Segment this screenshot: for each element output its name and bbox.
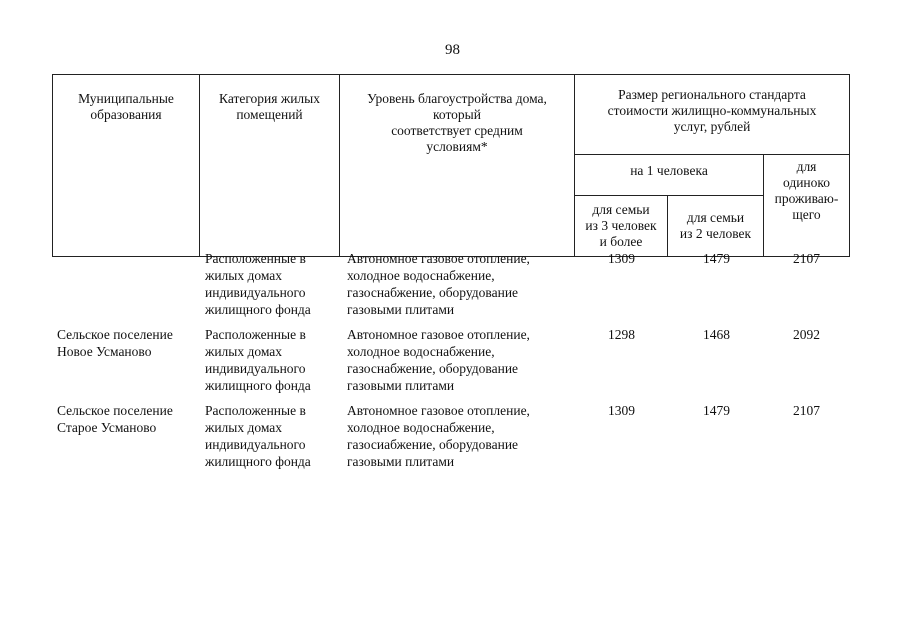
municipality-cell: Сельское поселение Старое Усманово xyxy=(57,403,173,435)
page-number: 98 xyxy=(445,42,460,58)
value-single: 2107 xyxy=(793,251,820,266)
header-family3: для семьи из 3 человек и более xyxy=(575,196,668,257)
category-cell: Расположенные в жилых домах индивидуального жилищного фонда xyxy=(205,251,311,317)
municipality-cell: Сельское поселение Новое Усманово xyxy=(57,327,173,359)
value-family3: 1298 xyxy=(608,327,635,342)
level-cell: Автономное газовое отопление, холодное водоснабжение, газоснабжение, оборудование газовыми плитами xyxy=(347,251,530,317)
header-per-person: на 1 человека xyxy=(575,155,764,196)
header-standard: Размер регионального стандарта стоимости жилищно-коммунальных услуг, рублей xyxy=(575,75,850,155)
header-category: Категория жилых помещений xyxy=(200,75,340,257)
value-family3: 1309 xyxy=(608,403,635,418)
level-cell: Автономное газовое отопление, холодное водоснабжение, газосиабжение, оборудование газовыми плитами xyxy=(347,403,530,469)
value-family2: 1468 xyxy=(703,327,730,342)
header-family2: для семьи из 2 человек xyxy=(668,196,764,257)
value-single: 2107 xyxy=(793,403,820,418)
header-level: Уровень благоустройства дома, который соответствует средним условиям* xyxy=(340,75,575,257)
value-single: 2092 xyxy=(793,327,820,342)
value-family2: 1479 xyxy=(703,251,730,266)
category-cell: Расположенные в жилых домах индивидуального жилищного фонда xyxy=(205,327,311,393)
table-header xyxy=(52,74,850,257)
header-municipality: Муниципальные образования xyxy=(53,75,200,257)
level-cell: Автономное газовое отопление, холодное водоснабжение, газоснабжение, оборудование газовыми плитами xyxy=(347,327,530,393)
header-single: для одиноко проживаю- щего xyxy=(764,155,850,257)
value-family3: 1309 xyxy=(608,251,635,266)
value-family2: 1479 xyxy=(703,403,730,418)
category-cell: Расположенные в жилых домах индивидуального жилищного фонда xyxy=(205,403,311,469)
